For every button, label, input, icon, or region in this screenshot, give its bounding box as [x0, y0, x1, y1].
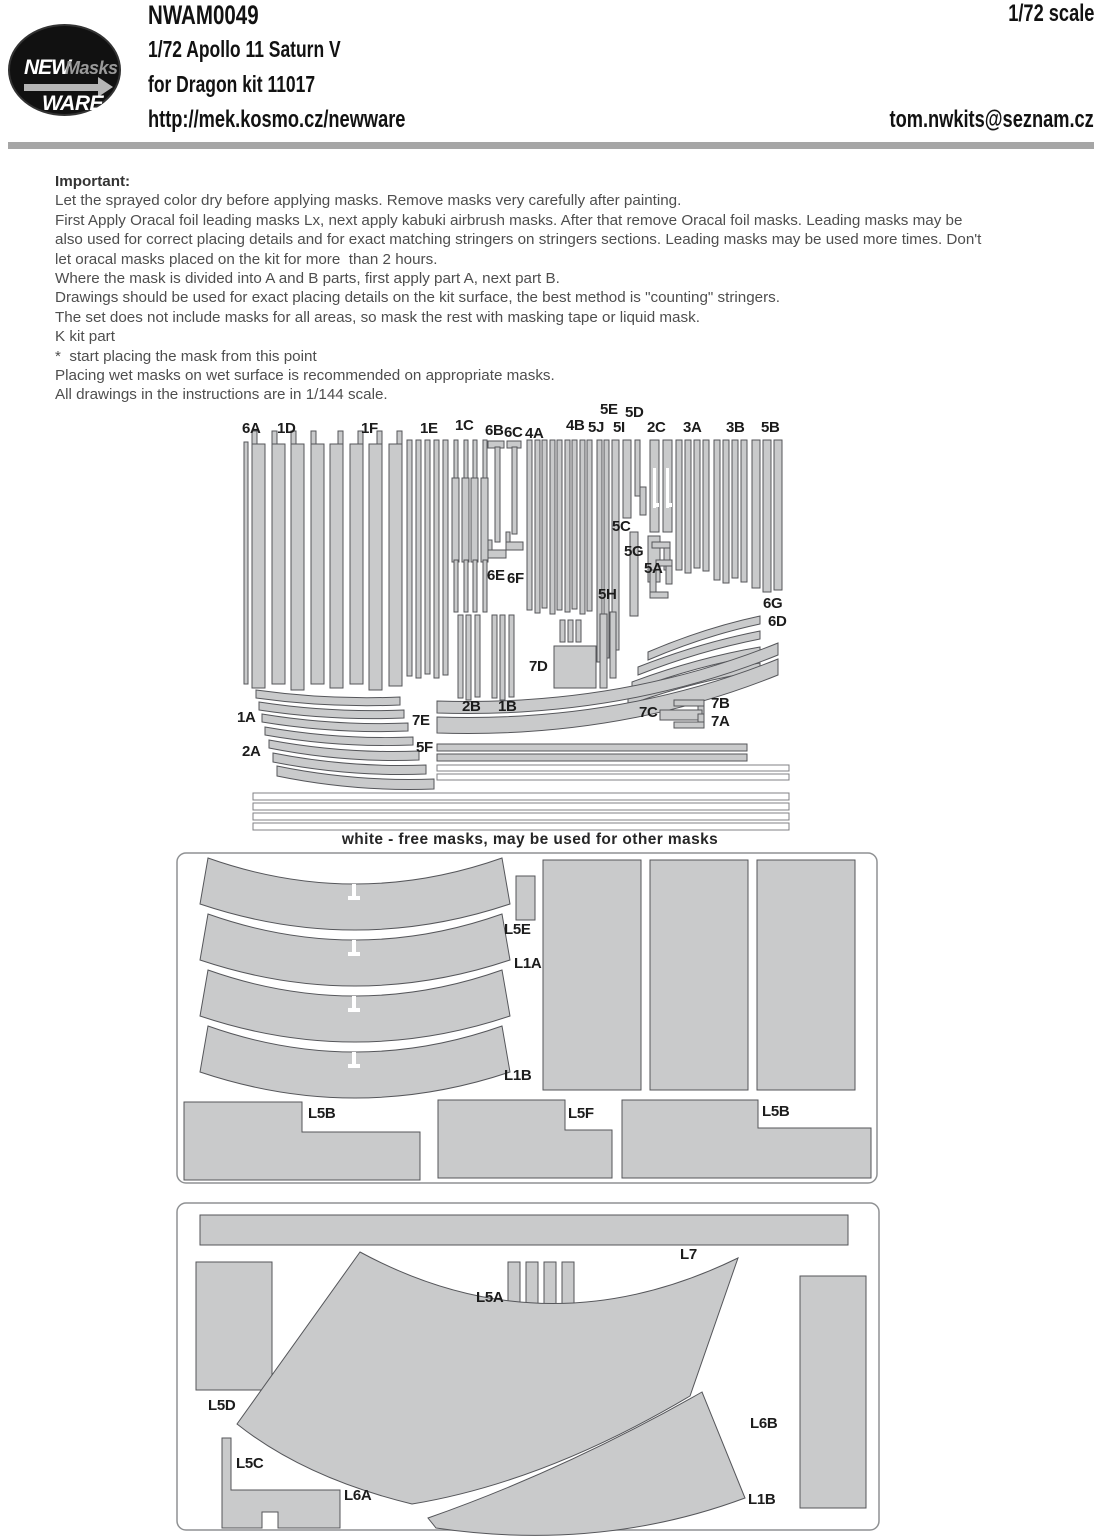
mask-label: L5B	[762, 1103, 790, 1120]
mask-piece-4a-4b	[527, 440, 592, 614]
instruction-line: let oracal masks placed on the kit for more than 2 hours.	[55, 250, 438, 268]
mask-label: 4A	[525, 425, 544, 442]
mask-label: 1D	[277, 420, 296, 437]
mask-label: 5A	[644, 560, 663, 577]
instruction-line: * start placing the mask from this point	[55, 347, 317, 365]
mask-label: 3B	[726, 419, 745, 436]
mask-label: 7C	[639, 704, 658, 721]
mask-piece-3a	[676, 440, 709, 573]
mask-label: 3A	[683, 419, 702, 436]
instruction-line: K kit part	[55, 328, 115, 346]
mask-label: L7	[680, 1246, 697, 1263]
mask-label: L5B	[308, 1105, 336, 1122]
instruction-line: First Apply Oracal foil leading masks Lx, next apply kabuki airbrush masks. After that remove Oracal foil masks. Leading masks may be	[55, 211, 963, 229]
mask-label: 6F	[507, 570, 524, 587]
mask-label: 7A	[711, 713, 730, 730]
mask-label: 6A	[242, 420, 261, 437]
instruction-line: Placing wet masks on wet surface is recommended on appropriate masks.	[55, 367, 555, 385]
mask-label: 1E	[420, 420, 438, 437]
mask-label: 5D	[625, 404, 644, 421]
mask-piece-l5d	[196, 1262, 272, 1390]
mask-label: 1B	[498, 698, 517, 715]
mask-piece-6b-6c-6e-6f	[488, 441, 523, 558]
mask-label: 5C	[612, 518, 631, 535]
mask-label: 6D	[768, 613, 787, 630]
mask-label: 5I	[613, 419, 625, 436]
mask-label: 1A	[237, 709, 256, 726]
white-masks-caption: white - free masks, may be used for other masks	[341, 831, 719, 848]
mask-piece-7d	[554, 646, 596, 688]
mask-label: L6A	[344, 1487, 372, 1504]
mask-label: L5A	[476, 1289, 504, 1306]
mask-label: 5G	[624, 543, 644, 560]
mask-piece-3b	[714, 440, 747, 583]
mask-label: L1B	[748, 1491, 776, 1508]
mask-label: 5E	[600, 401, 618, 418]
mask-label: 5F	[416, 739, 433, 756]
instruction-line: Let the sprayed color dry before applying masks. Remove masks very carefully after painting.	[55, 192, 682, 210]
mask-piece-l5e	[516, 876, 535, 920]
instruction-line: All drawings in the instructions are in 1/144 scale.	[55, 386, 388, 404]
mask-label: 7D	[529, 658, 548, 675]
product-code: NWAM0049	[148, 0, 259, 30]
logo-text-ware: WARE	[42, 92, 103, 115]
mask-piece-1a-2a-curves	[256, 690, 434, 789]
mask-label: L6B	[750, 1415, 778, 1432]
scale-label: 1/72 scale	[1007, 0, 1094, 27]
mask-label: L5E	[504, 921, 531, 938]
mask-piece-5b	[752, 440, 782, 592]
logo-text-new: NEW	[24, 56, 70, 79]
mask-piece-5f-bars	[437, 744, 747, 761]
instruction-line: also used for correct placing details and for exact matching stringers on stringers sections. Leading masks may be used more times. Don't	[55, 231, 982, 249]
mask-label: 6E	[487, 567, 505, 584]
mask-piece-2b-1b	[458, 615, 514, 700]
mask-label: 6B	[485, 422, 504, 439]
mask-label: L1A	[514, 955, 542, 972]
mask-label: 7B	[711, 695, 730, 712]
mask-label: 2C	[647, 419, 666, 436]
mask-label: L1B	[504, 1067, 532, 1084]
important-heading: Important:	[55, 173, 131, 190]
mask-label: 4B	[566, 417, 585, 434]
mask-label: 2A	[242, 743, 261, 760]
mask-label: 7E	[412, 712, 430, 729]
instruction-line: Where the mask is divided into A and B parts, first apply part A, next part B.	[55, 270, 560, 288]
mask-piece-1e	[407, 440, 448, 678]
mask-piece-1c	[452, 440, 488, 612]
mask-label: 6C	[504, 424, 523, 441]
mask-label: 5B	[761, 419, 780, 436]
mask-label: 5J	[588, 419, 605, 436]
kit-title: 1/72 Apollo 11 Saturn V	[148, 36, 341, 62]
mask-piece-l1b-rects	[543, 860, 855, 1090]
kit-subtitle: for Dragon kit 11017	[148, 71, 316, 97]
mask-piece-l1b-rect	[800, 1276, 866, 1508]
mask-label: L5C	[236, 1455, 264, 1472]
website-url: http://mek.kosmo.cz/newware	[148, 106, 406, 133]
logo-text-masks: Masks	[65, 58, 118, 78]
instruction-line: The set does not include masks for all areas, so mask the rest with masking tape or liquid mask.	[55, 308, 700, 326]
mask-piece-6a-1d-1f	[244, 431, 402, 690]
mask-label: 1C	[455, 417, 474, 434]
mask-label: 6G	[763, 595, 783, 612]
mask-label: 5H	[598, 586, 617, 603]
mask-label: 2B	[462, 698, 481, 715]
contact-email: tom.nwkits@seznam.cz	[889, 106, 1094, 133]
mask-piece-l7	[200, 1215, 848, 1245]
instruction-line: Drawings should be used for exact placing details on the kit surface, the best method is "counting" stringers.	[55, 289, 780, 307]
mask-label: 1F	[361, 420, 378, 437]
mask-label: L5D	[208, 1397, 236, 1414]
mask-label: L5F	[568, 1105, 594, 1122]
